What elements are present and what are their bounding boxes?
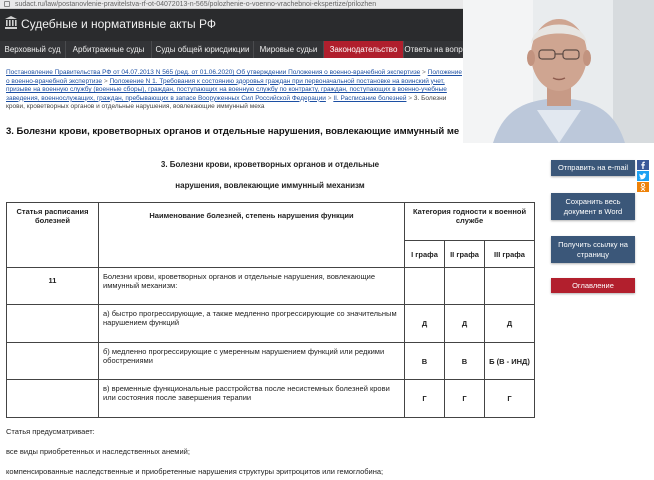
breadcrumb-separator: >	[327, 94, 334, 102]
row-g1: В	[405, 343, 445, 380]
paragraph-item: компенсированные наследственные и приобретенные нарушения структуры эритроцитов или гемоглобина;	[6, 467, 384, 476]
table-row	[7, 268, 535, 305]
address-url[interactable]: sudact.ru/law/postanovlenie-pravitelstva-rf-ot-04072013-n-565/polozhenie-o-voenno-vrachebnoi-ekspertize/prilozhen	[15, 1, 377, 8]
odnoklassniki-share-button[interactable]	[637, 182, 649, 192]
row-description: в) временные функциональные расстройства после несистемных болезней крови или состояния после завершения терапии	[99, 380, 405, 418]
breadcrumb-link-annex[interactable]: Положение N 1. Требования к состоянию здоровья граждан при первоначальной постановке на воинский учет, призыве на военную службу (военные сборы), граждан, поступающих на военную службу по контракту, граждан, поступающих в военно-учебные заведения, военнослужащих, граждан, пребывающих в запасе Вооруженных Сил Российской Федерации	[6, 77, 447, 102]
send-email-button[interactable]: Отправить на e-mail	[551, 160, 635, 176]
breadcrumb-current: 3. Болезни крови, кроветворных органов и отдельные нарушения, вовлекающие иммунный меха	[6, 94, 447, 111]
row-g3: Б (В - ИНД)	[485, 343, 535, 380]
breadcrumb-separator: >	[408, 94, 414, 102]
nav-item-general-courts[interactable]: Суды общей юрисдикции	[152, 41, 254, 58]
header-article: Статья расписания болезней	[7, 203, 99, 268]
breadcrumb-link-resolution[interactable]: Постановление Правительства РФ от 04.07.2013 N 565 (ред. от 01.06.2020) Об утверждении Положения о военно-врачебной экспертизе	[6, 69, 421, 76]
row-g1: Д	[405, 305, 445, 343]
row-description: б) медленно прогрессирующие с умеренным нарушением функций или редкими обострениями	[99, 343, 405, 380]
get-link-button[interactable]: Получить ссылку на страницу	[551, 236, 635, 263]
twitter-share-button[interactable]	[637, 171, 649, 181]
header-g2: II графа	[445, 241, 485, 268]
nav-item-legislation[interactable]: Законодательство	[324, 41, 404, 58]
paragraph-item: все виды приобретенных и наследственных анемий;	[6, 447, 190, 456]
courthouse-logo-icon[interactable]	[5, 16, 17, 29]
disease-schedule-table	[6, 202, 535, 418]
paragraph-intro: Статья предусматривает:	[6, 427, 95, 436]
row-g2: Г	[445, 380, 485, 418]
row-article	[7, 343, 99, 380]
row-g1: Г	[405, 380, 445, 418]
facebook-share-button[interactable]	[637, 160, 649, 170]
row-g3: Д	[485, 305, 535, 343]
row-article: 11	[7, 268, 99, 305]
webcam-overlay	[463, 0, 654, 143]
nav-item-answers[interactable]: Ответы на вопр	[404, 41, 464, 58]
row-article	[7, 380, 99, 418]
row-description: а) быстро прогрессирующие, а также медленно прогрессирующие со значительным нарушением функций	[99, 305, 405, 343]
table-row	[7, 305, 535, 343]
breadcrumb-link-schedule[interactable]: II. Расписание болезней	[333, 94, 407, 102]
header-category: Категория годности к военной службе	[405, 203, 535, 241]
breadcrumb-separator: >	[422, 69, 428, 76]
lock-icon	[4, 1, 10, 7]
row-g1	[405, 268, 445, 305]
row-g3: Г	[485, 380, 535, 418]
header-g1: I графа	[405, 241, 445, 268]
nav-item-arbitration-courts[interactable]: Арбитражные суды	[66, 41, 152, 58]
nav-item-supreme-court[interactable]: Верховный суд	[0, 41, 66, 58]
document-title-line1: 3. Болезни крови, кроветворных органов и отдельные	[160, 160, 380, 169]
table-header-row	[7, 203, 535, 241]
row-g3	[485, 268, 535, 305]
header-disease: Наименование болезней, степень нарушения функции	[99, 203, 405, 268]
document-title-line2: нарушения, вовлекающие иммунный механизм	[175, 181, 365, 190]
odnoklassniki-icon	[637, 182, 649, 192]
breadcrumb-separator: >	[103, 77, 110, 85]
nav-item-magistrates[interactable]: Мировые судьи	[254, 41, 324, 58]
table-row	[7, 380, 535, 418]
row-g2: Д	[445, 305, 485, 343]
row-description: Болезни крови, кроветворных органов и отдельные нарушения, вовлекающие иммунный механизм:	[99, 268, 405, 305]
breadcrumb-link-regulation[interactable]: Положение о военно-врачебной экспертизе	[6, 69, 462, 85]
facebook-icon	[637, 160, 649, 170]
site-title[interactable]: Судебные и нормативные акты РФ	[21, 17, 216, 31]
table-row	[7, 343, 535, 380]
breadcrumb	[6, 69, 464, 111]
header-g3: III графа	[485, 241, 535, 268]
row-g2	[445, 268, 485, 305]
save-word-button[interactable]: Сохранить весь документ в Word	[551, 193, 635, 220]
section-heading: 3. Болезни крови, кроветворных органов и отдельные нарушения, вовлекающие иммунный ме	[6, 126, 460, 137]
twitter-icon	[637, 171, 649, 181]
table-of-contents-button[interactable]: Оглавление	[551, 278, 635, 293]
row-g2: В	[445, 343, 485, 380]
row-article	[7, 305, 99, 343]
